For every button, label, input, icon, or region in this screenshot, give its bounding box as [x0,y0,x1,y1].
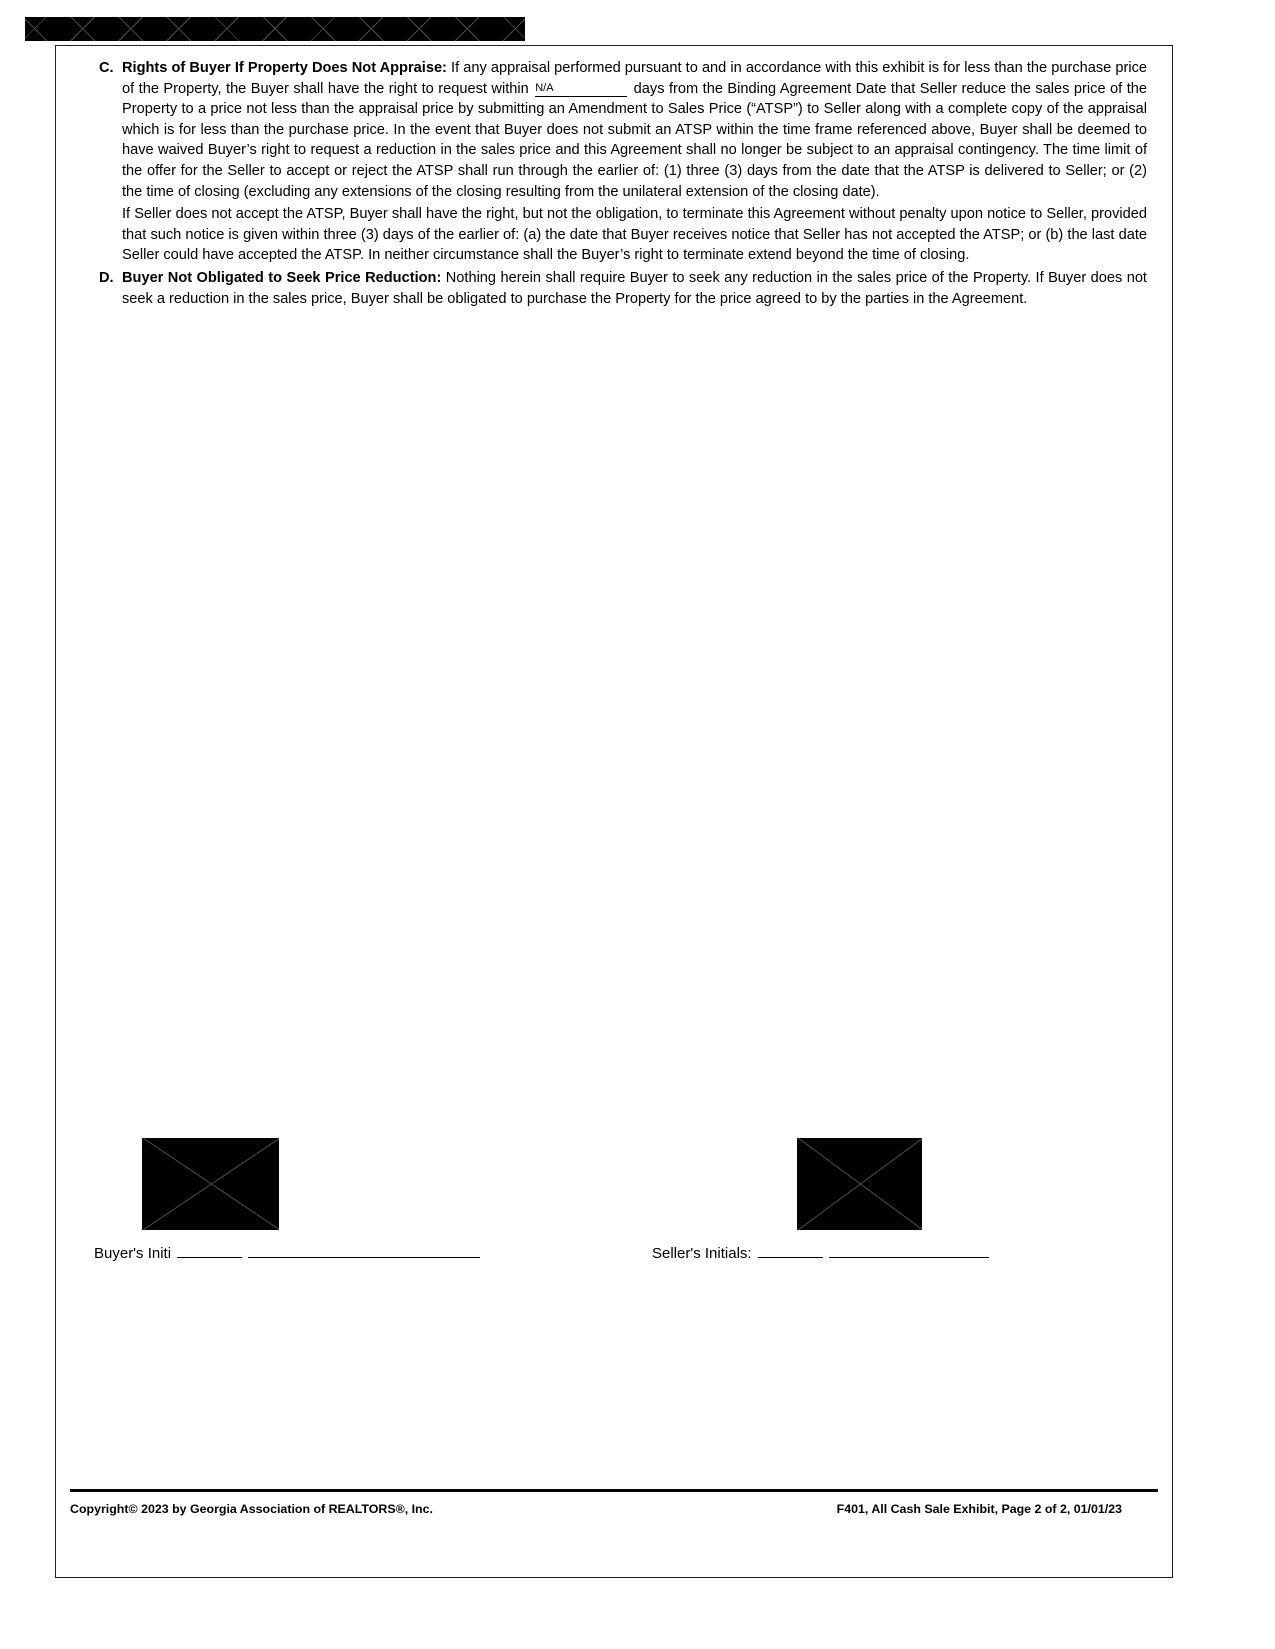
clause-c-subparagraph: If Seller does not accept the ATSP, Buyer shall have the right, but not the obligation, to terminate this Agreement without penalty upon notice to Seller, provided that such notice is given within three (3) days of the earlier of: (a) the date that Buyer receives notice that Seller has not accepted the ATSP; or (b) the last date Seller could have accepted the ATSP. In neither circumstance shall the Buyer’s right to terminate extend beyond the time of closing. [122,206,1147,264]
clause-d [94,268,1147,309]
page-footer [70,1489,1158,1517]
redacted-header-block [25,17,525,41]
clause-c-text-after-blank: days from the Binding Agreement Date that Seller reduce the sales price of the Property to a price not less than the appraisal price by submitting an Amendment to Sales Price (“ATSP”) to Seller along with a complete copy of the appraisal which is for less than the purchase price. In the event that Buyer does not submit an ATSP within the time frame referenced above, Buyer shall be deemed to have waived Buyer’s right to request a reduction in the sales price and this Agreement shall no longer be subject to an appraisal contingency. The time limit of the offer for the Seller to accept or reject the ATSP shall run through the earlier of: (1) three (3) days from the date that the ATSP is delivered to Seller; or (2) the time of closing (excluding any extensions of the closing resulting from the unilateral extension of the closing date). [122,80,1147,200]
footer-text-row [70,1501,1158,1517]
clause-c-title: Rights of Buyer If Property Does Not Appraise: [122,60,447,76]
clause-c-letter: C. [99,60,114,76]
seller-initials-group [652,1242,989,1265]
clause-d-letter: D. [99,269,114,286]
initials-row [94,1242,1142,1268]
seller-initials-label: Seller's Initials: [652,1245,752,1262]
footer-copyright: Copyright© 2023 by Georgia Association of REALTORS®, Inc. [70,1502,433,1516]
crosshatch-pattern-icon [25,17,525,41]
clause-c [94,58,1147,202]
clause-d-title: Buyer Not Obligated to Seek Price Reduction: [122,269,442,286]
seller-initials-field-2[interactable] [829,1242,989,1258]
buyer-initials-field-1[interactable] [177,1242,242,1258]
clause-d-text: Nothing herein shall require Buyer to seek any reduction in the sales price of the Property. If Buyer does not seek a reduction in the sales price, Buyer shall be obligated to purchase the Property for the price agreed to by the parties in the Agreement. [122,269,1147,307]
seller-initials-redaction-box [797,1138,922,1230]
seller-initials-field-1[interactable] [758,1242,823,1258]
clause-c-body [122,58,1147,202]
clause-c-text-before-blank: If any appraisal performed pursuant to and in accordance with this exhibit is for less than the purchase price of the Property, the Buyer shall have the right to request within [122,60,1147,97]
document-page [55,45,1173,1578]
clause-d-body [122,268,1147,309]
buyer-initials-label: Buyer's Initi [94,1245,172,1262]
footer-divider [70,1489,1158,1492]
buyer-initials-group [94,1242,480,1265]
buyer-initials-field-2[interactable] [248,1242,480,1258]
buyer-initials-redaction-box [142,1138,279,1230]
footer-form-info: F401, All Cash Sale Exhibit, Page 2 of 2, 01/01/23 [836,1502,1122,1516]
document-body [94,58,1147,309]
appraisal-days-input[interactable]: N/A [535,80,627,97]
